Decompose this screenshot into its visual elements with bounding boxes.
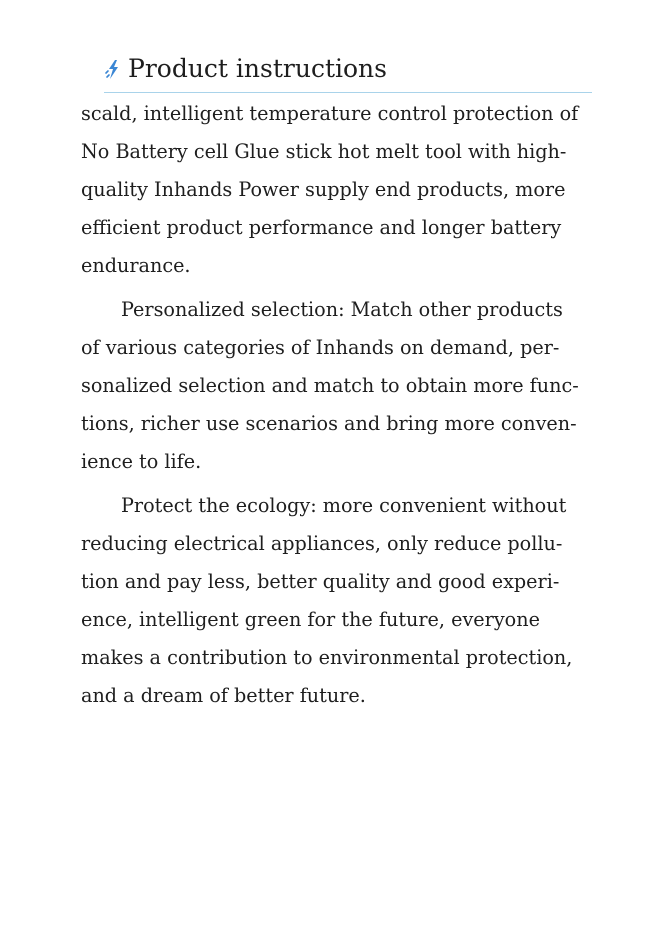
- text-line: tion and pay less, better quality and good experi-: [81, 570, 560, 593]
- text-line: sonalized selection and match to obtain more func-: [81, 374, 579, 397]
- text-line: endurance.: [81, 254, 191, 277]
- text-line: quality Inhands Power supply end products, more: [81, 178, 566, 201]
- text-line: Protect the ecology: more convenient without: [121, 494, 567, 517]
- body-text: [81, 95, 591, 715]
- text-line: makes a contribution to environmental protection,: [81, 646, 573, 669]
- paragraph-1: [81, 95, 591, 285]
- text-line: tions, richer use scenarios and bring more conven-: [81, 412, 577, 435]
- text-line: No Battery cell Glue stick hot melt tool with high-: [81, 140, 567, 163]
- paragraph-2: [81, 291, 591, 481]
- text-line: Personalized selection: Match other products: [121, 298, 563, 321]
- text-line: scald, intelligent temperature control protection of: [81, 102, 579, 125]
- text-line: and a dream of better future.: [81, 684, 366, 707]
- text-line: ence, intelligent green for the future, everyone: [81, 608, 540, 631]
- paragraph-3: [81, 487, 591, 715]
- text-line: ience to life.: [81, 450, 202, 473]
- text-line: reducing electrical appliances, only reduce pollu-: [81, 532, 563, 555]
- text-line: of various categories of Inhands on demand, per-: [81, 336, 560, 359]
- text-line: efficient product performance and longer battery: [81, 216, 562, 239]
- section-header: [104, 52, 592, 93]
- lightning-icon: [104, 59, 122, 81]
- section-title: Product instructions: [128, 54, 387, 83]
